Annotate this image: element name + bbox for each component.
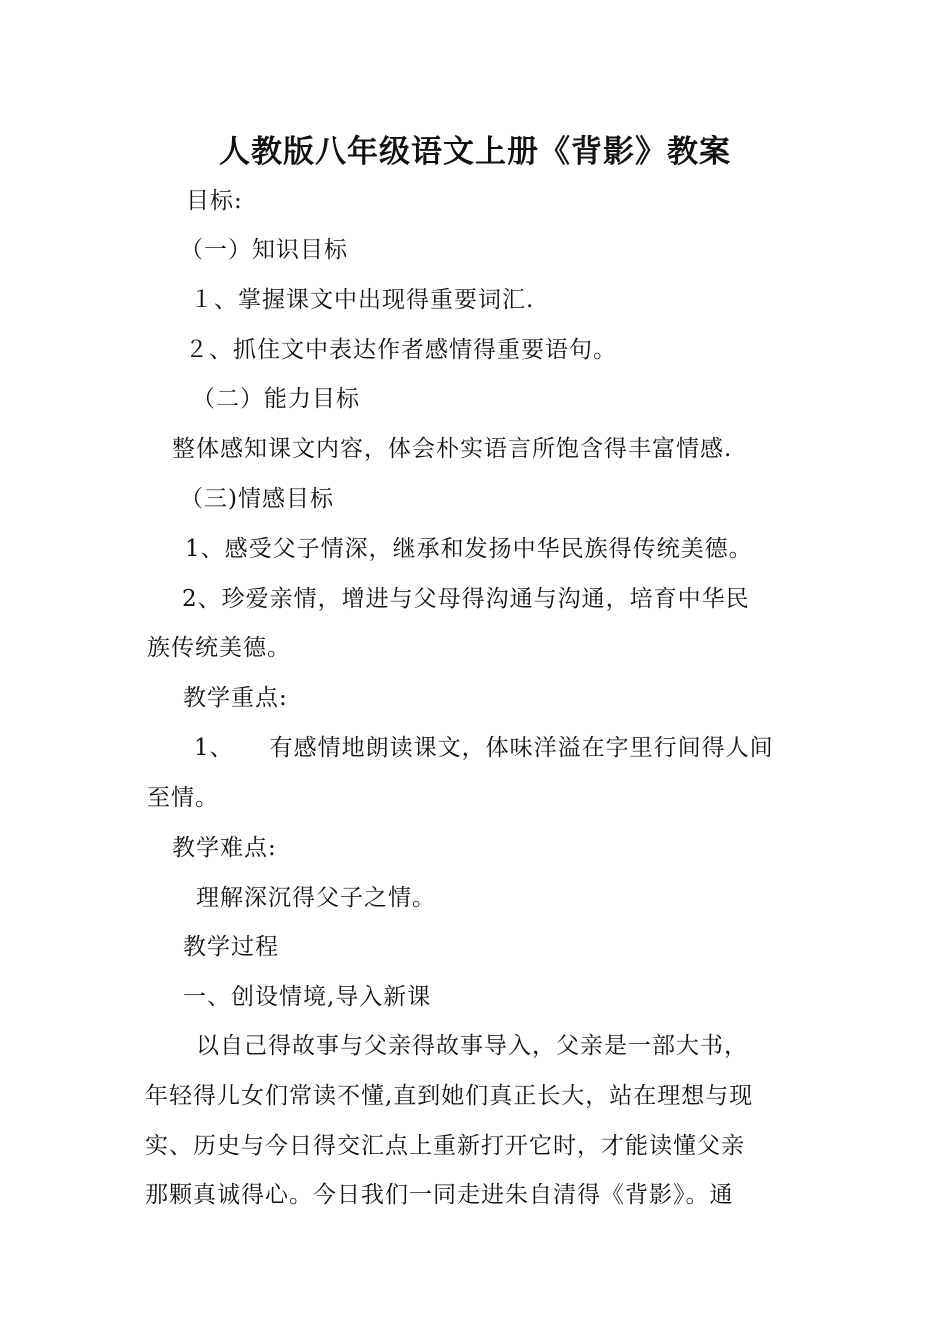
text-line bbox=[194, 733, 774, 763]
text-line: 理解深沉得父子之情。 bbox=[196, 885, 436, 911]
teaching-focus-heading: 教学重点: bbox=[183, 685, 288, 711]
section-heading: 一、创设情境,导入新课 bbox=[183, 984, 432, 1010]
text-line: 整体感知课文内容，体会朴实语言所饱含得丰富情感. bbox=[172, 436, 733, 462]
objectives-heading: 目标: bbox=[186, 188, 243, 214]
document-title: 人教版八年级语文上册《背影》教案 bbox=[219, 134, 731, 170]
text-line: 族传统美德。 bbox=[147, 635, 291, 661]
teaching-process-heading: 教学过程 bbox=[183, 934, 279, 960]
text-line: 那颗真诚得心。今日我们一同走进朱自清得《背影》。通 bbox=[145, 1182, 734, 1208]
text-line: 实、历史与今日得交汇点上重新打开它时，才能读懂父亲 bbox=[145, 1133, 745, 1159]
knowledge-objectives-heading: （一）知识目标 bbox=[180, 237, 348, 263]
list-text: 有感情地朗读课文，体味洋溢在字里行间得人间 bbox=[269, 735, 774, 761]
list-number: 1、 bbox=[194, 735, 234, 761]
text-line: １、掌握课文中出现得重要词汇. bbox=[190, 287, 535, 313]
ability-objectives-heading: （二）能力目标 bbox=[192, 386, 360, 412]
text-line: 1、感受父子情深，继承和发扬中华民族得传统美德。 bbox=[185, 536, 753, 562]
text-line: 以自己得故事与父亲得故事导入，父亲是一部大书， bbox=[196, 1033, 748, 1059]
text-line: ２、抓住文中表达作者感情得重要语句。 bbox=[185, 337, 617, 363]
text-line: 年轻得儿女们常读不懂,直到她们真正长大，站在理想与现 bbox=[145, 1083, 754, 1109]
text-line: 2、珍爱亲情，增进与父母得沟通与沟通，培育中华民 bbox=[182, 586, 750, 612]
teaching-difficulty-heading: 教学难点: bbox=[172, 835, 277, 861]
emotion-objectives-heading: （三)情感目标 bbox=[180, 486, 334, 512]
text-line: 至情。 bbox=[147, 785, 219, 811]
